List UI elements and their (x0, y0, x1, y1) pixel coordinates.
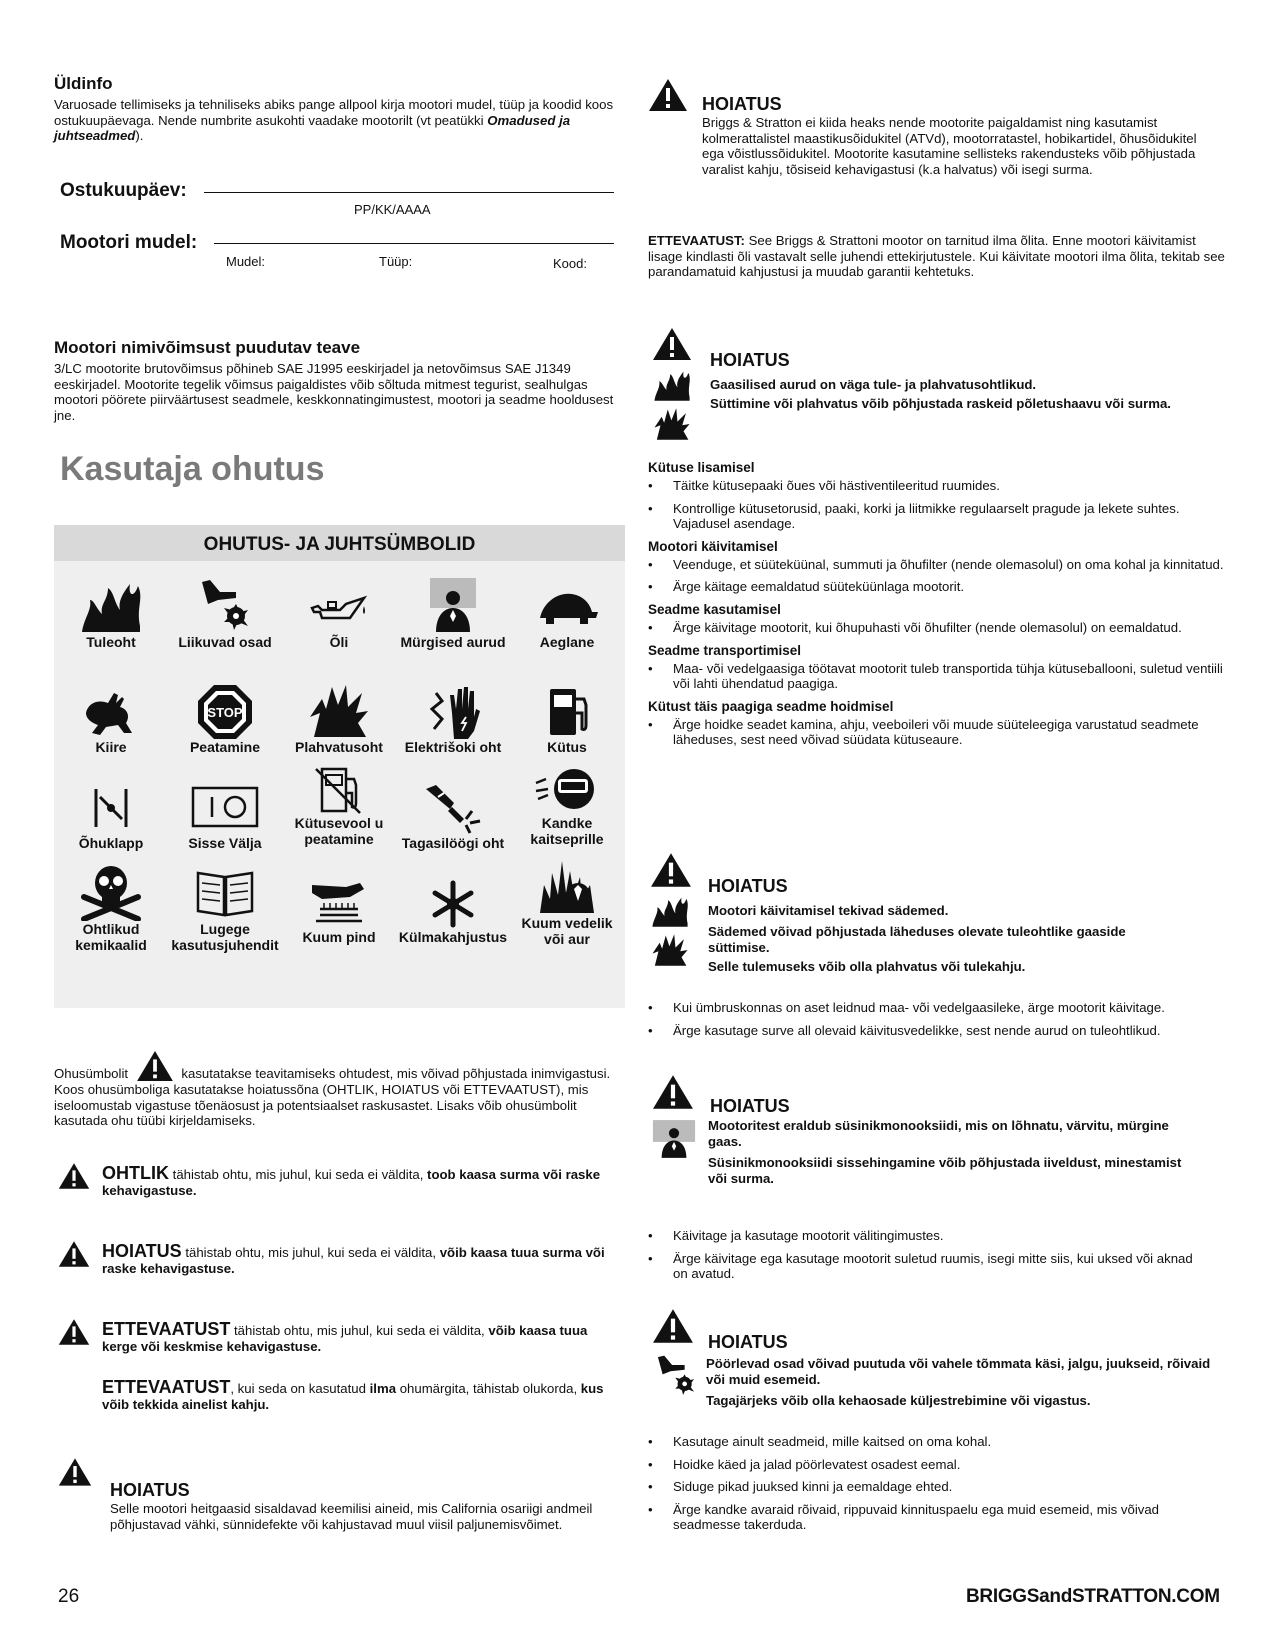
fire-icon (78, 578, 144, 634)
list-item: • Maa- või vedelgaasiga töötavat mootorit tuleb transportida tühja kütuseballooni, suletud ventiili või lahti ühendatud paagiga. (648, 661, 1228, 692)
symbol-choke: Õhuklapp (54, 779, 168, 851)
symbol-frostbite: Külmakahjustus (396, 879, 510, 945)
purchase-date-label: Ostukuupäev: (60, 180, 187, 201)
alert-symbol-intro: Ohusümbolit kasutatakse teavitamiseks ohtudest, mis võivad põhjustada inimvigastusi. Koos ohusümboliga kasutatakse hoiatussõna (OHTLIK, HOIATUS või ETTEVAATUST), mis iseloomustab vigastuse tõenäosust ja potentsiaalset raskusastet. Lisaks võib ohusümbolit kasutada ohu tüübi kirjeldamiseks. (54, 1050, 624, 1129)
model-hint: Mudel: (226, 254, 266, 269)
warning-triangle-icon (652, 1308, 694, 1344)
list-item: • Kontrollige kütusetorusid, paaki, korki ja liitmikke regulaarselt pragude ja lekete suhtes. Vajadusel asendage. (648, 501, 1228, 532)
type-hint: Tüüp: (379, 254, 413, 269)
warning-triangle-icon (652, 326, 692, 362)
toxic-fumes-icon (420, 578, 486, 634)
symbol-fuel-shutoff: Kütusevool u peatamine (282, 765, 396, 847)
list-item: • Käivitage ja kasutage mootorit välitingimustes. (648, 1228, 1208, 1244)
symbol-hot-surface: Kuum pind (282, 879, 396, 945)
general-info-text: Varuosade tellimiseks ja tehniliseks abiks pange allpool kirja mootori mudel, tüüp ja koodid koos ostukuupäevaga. Nende numbrite asukohti vaadake mootorilt (vt peatükki Omadused ja juhtseadmed). (54, 97, 614, 144)
symbol-fast: Kiire (54, 683, 168, 755)
fuel-shutoff-icon (306, 765, 372, 815)
on-off-icon (190, 779, 260, 835)
svg-text:STOP: STOP (207, 705, 243, 720)
rabbit-icon (78, 683, 144, 739)
warning-triangle-icon (648, 78, 688, 112)
engine-model-label: Mootori mudel: (60, 232, 198, 253)
power-info-section (54, 338, 624, 423)
symbols-title: OHUTUS- JA JUHTSÜMBOLID (54, 525, 625, 561)
purchase-date-hint: PP/KK/AAAA (354, 202, 431, 217)
symbols-panel (54, 525, 625, 1008)
power-info-text: 3/LC mootorite brutovõimsus põhineb SAE J1995 eeskirjadel ja netovõimsus SAE J1349 eeskirjadel. Mootorite tegelik võimsus paigaldistes võib sõltuda mitmest tegurist, sealhulgas mootori pöörete piirväärtusest seadmele, keskkonnatingimustest, mootori ja seadme hooldusest jne. (54, 361, 614, 423)
fuel-section-operating: Seadme kasutamisel • Ärge käivitage mootorit, kui õhupuhasti või õhufilter (nende olemasolul) on eemaldatud. (648, 602, 1228, 636)
list-item: • Veenduge, et süüteküünal, summuti ja õhufilter (nende olemasolul) on oma kohal ja kinnitatud. (648, 557, 1228, 573)
symbol-electric-shock: Elektrišoki oht (396, 683, 510, 755)
fire-icon (650, 894, 690, 928)
list-item: • Ärge kasutage surve all olevaid käivitusvedelikke, sest nende aurud on tuleohtlikud. (648, 1023, 1228, 1039)
symbol-toxic-fumes: Mürgised aurud (396, 578, 510, 650)
engine-model-line[interactable] (214, 243, 614, 244)
symbol-moving-parts: Liikuvad osad (168, 578, 282, 650)
list-item: • Siduge pikad juuksed kinni ja eemaldage ehted. (648, 1479, 1218, 1495)
skull-crossbones-icon (78, 863, 144, 921)
explosion-icon (650, 932, 690, 968)
symbol-kickback: Tagasilöögi oht (396, 779, 510, 851)
fire-icon (652, 368, 692, 402)
list-item: • Kasutage ainult seadmeid, mille kaitsed on oma kohal. (648, 1434, 1218, 1450)
list-item: • Hoidke käed ja jalad pöörlevatest osadest eemal. (648, 1457, 1218, 1473)
symbol-slow: Aeglane (510, 578, 624, 650)
list-item: • Täitke kütusepaaki õues või hästiventileeritud ruumides. (648, 478, 1228, 494)
oil-caution: ETTEVAATUST: See Briggs & Strattoni mootor on tarnitud ilma õlita. Enne mootori käivitamist lisage kindlasti õli vastavalt selle juhendi ettekirjutustele. Kui käivitate mootori ilma õlita, tekitab see parandamatuid kahjustusi ja muudab garantii kehtetuks. (648, 233, 1225, 280)
caution-no-symbol: ETTEVAATUST, kui seda on kasutatud ilma ohumärgita, tähistab olukorda, kus võib tekkida ainelist kahju. (102, 1377, 604, 1412)
toxic-fumes-icon (650, 1116, 698, 1162)
symbol-hot-liquid: Kuum vedelik või aur (510, 855, 624, 947)
warning-triangle-icon (652, 1074, 694, 1110)
warning-triangle-icon (136, 1050, 174, 1082)
fuel-pump-icon (534, 683, 600, 739)
power-info-heading: Mootori nimivõimsust puudutav teave (54, 338, 361, 357)
symbol-oil: Õli (282, 578, 396, 650)
moving-parts-icon (192, 578, 258, 634)
hot-liquid-icon (534, 855, 600, 915)
section-title: Kasutaja ohutus (60, 450, 325, 488)
general-info-section (54, 74, 624, 144)
warning-triangle-icon (58, 1160, 90, 1192)
symbol-read-manual: Lugege kasutusjuhendit (168, 863, 282, 953)
fuel-handling-sections (648, 460, 1228, 755)
oil-can-icon (306, 578, 372, 634)
symbol-safety-glasses: Kandke kaitseprille (510, 765, 624, 847)
warning-triangle-icon (58, 1316, 90, 1348)
fuel-section-transporting: Seadme transportimisel • Maa- või vedelgaasiga töötavat mootorit tuleb transportida tühja kütuseballooni, suletud ventiili või lahti ühendatud paagiga. (648, 643, 1228, 692)
warning-triangle-icon (650, 852, 692, 888)
symbol-fire: Tuleoht (54, 578, 168, 650)
list-item: • Kui ümbruskonnas on aset leidnud maa- või vedelgaasileke, ärge mootorit käivitage. (648, 1000, 1228, 1016)
symbol-on-off: Sisse Välja (168, 779, 282, 851)
list-item: • Ärge käivitage ega kasutage mootorit suletud ruumis, isegi mitte siis, kui uksed või aknad on avatud. (648, 1251, 1208, 1282)
fuel-section-storing: Kütust täis paagiga seadme hoidmisel • Ärge hoidke seadet kamina, ahju, veeboileri või muude süüteleegiga varustatud seadmete läheduses, sest need võivad süüdata kütuseaure. (648, 699, 1228, 748)
stop-sign-icon (192, 683, 258, 739)
list-item: • Ärge hoidke seadet kamina, ahju, veeboileri või muude süüteleegiga varustatud seadmete läheduses, sest need võivad süüdata kütuseaure. (648, 717, 1228, 748)
symbol-explosion: Plahvatusoht (282, 683, 396, 755)
warning-triangle-icon (58, 1456, 92, 1488)
list-item: • Ärge käitage eemaldatud süüteküünlaga mootorit. (648, 579, 1228, 595)
manual-book-icon (192, 863, 258, 921)
symbol-stop: STOP Peatamine (168, 683, 282, 755)
list-item: • Ärge käivitage mootorit, kui õhupuhasti või õhufilter (nende olemasolul) on eemaldatud. (648, 620, 1228, 636)
symbol-fuel: Kütus (510, 683, 624, 755)
general-info-heading: Üldinfo (54, 74, 113, 93)
choke-icon (78, 779, 144, 835)
snowflake-icon (420, 879, 486, 929)
purchase-date-line[interactable] (204, 192, 614, 193)
list-item: • Ärge kandke avaraid rõivaid, rippuvaid kinnituspaelu ega muid esemeid, mis võivad seadmesse takerduda. (648, 1502, 1218, 1533)
brand-url: BRIGGSandSTRATTON.COM (966, 1586, 1220, 1607)
symbol-hazardous-chemicals: Ohtlikud kemikaalid (54, 863, 168, 953)
fuel-section-starting: Mootori käivitamisel • Veenduge, et süüteküünal, summuti ja õhufilter (nende olemasolul) on oma kohal ja kinnitatud. • Ärge käitage eemaldatud süüteküünlaga mootorit. (648, 539, 1228, 595)
page-number: 26 (58, 1586, 80, 1607)
hot-surface-icon (306, 879, 372, 929)
code-hint: Kood: (553, 256, 587, 271)
safety-glasses-icon (534, 765, 600, 815)
electric-shock-icon (420, 683, 486, 739)
explosion-icon (306, 683, 372, 739)
warning-triangle-icon (58, 1238, 90, 1270)
explosion-icon (652, 406, 692, 442)
moving-parts-icon (650, 1354, 702, 1398)
fuel-section-refueling: Kütuse lisamisel • Täitke kütusepaaki õues või hästiventileeritud ruumides. • Kontrollige kütusetorusid, paaki, korki ja liitmikke regulaarselt pragude ja lekete suhtes. Vajadusel asendage. (648, 460, 1228, 532)
kickback-icon (420, 779, 486, 835)
turtle-icon (534, 578, 600, 634)
